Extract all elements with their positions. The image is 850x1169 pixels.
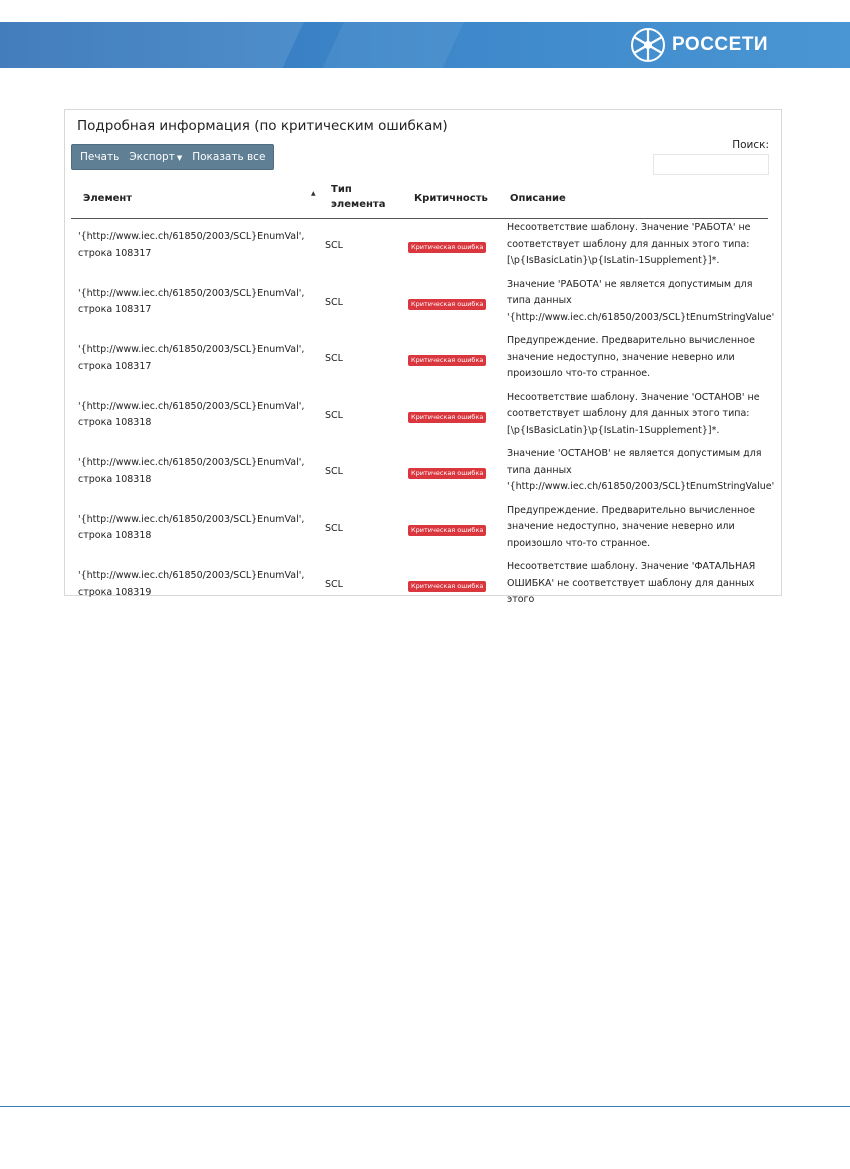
column-header-element[interactable]: Элемент <box>83 193 133 204</box>
search-label: Поиск: <box>732 139 769 151</box>
cell-criticality <box>408 296 486 313</box>
cell-criticality <box>408 409 486 426</box>
cell-criticality <box>408 465 486 482</box>
cell-element: '{http://www.iec.ch/61850/2003/SCL}EnumVal', строка 108317 <box>78 231 305 259</box>
table-body <box>71 218 775 614</box>
cell-element: '{http://www.iec.ch/61850/2003/SCL}EnumVal', строка 108318 <box>78 400 305 428</box>
cell-type: SCL <box>325 409 343 421</box>
export-button[interactable] <box>124 151 187 163</box>
cell-description: Несоответствие шаблону. Значение 'РАБОТА' не соответствует шаблону для данных этого типа: [\p{IsBasicLatin}\p{IsLatin-1Supplement}]*. <box>507 222 751 266</box>
column-header-criticality[interactable]: Критичность <box>414 193 488 204</box>
cell-description: Несоответствие шаблону. Значение 'ФАТАЛЬНАЯ ОШИБКА' не соответствует шаблону для данных этого <box>507 561 756 605</box>
criticality-badge: Критическая ошибка <box>408 242 486 253</box>
cell-description: Значение 'РАБОТА' не является допустимым для типа данных '{http://www.iec.ch/61850/2003/SCL}tEnumStringValue' <box>507 278 775 323</box>
cell-criticality <box>408 239 486 256</box>
search-input[interactable] <box>653 154 769 175</box>
report-panel <box>64 109 782 605</box>
table-row[interactable] <box>71 557 768 614</box>
cell-criticality <box>408 578 486 595</box>
criticality-badge: Критическая ошибка <box>408 468 486 479</box>
criticality-badge: Критическая ошибка <box>408 581 486 592</box>
cell-type: SCL <box>325 240 343 251</box>
table-row[interactable] <box>71 331 768 388</box>
table-row[interactable] <box>71 388 768 445</box>
header-banner <box>0 22 850 68</box>
chevron-down-icon: ▼ <box>176 154 183 162</box>
table-header <box>71 180 768 219</box>
cell-description: Предупреждение. Предварительно вычисленное значение недоступно, значение неверно или произошло что-то странное. <box>507 504 755 549</box>
criticality-badge: Критическая ошибка <box>408 355 486 366</box>
sort-ascending-icon[interactable]: ▲ <box>311 190 316 197</box>
cell-element: '{http://www.iec.ch/61850/2003/SCL}EnumVal', строка 108317 <box>78 287 305 315</box>
cell-element: '{http://www.iec.ch/61850/2003/SCL}EnumVal', строка 108318 <box>78 513 305 541</box>
table-row[interactable] <box>71 501 768 558</box>
cell-element: '{http://www.iec.ch/61850/2003/SCL}EnumVal', строка 108318 <box>78 457 305 485</box>
print-button[interactable]: Печать <box>80 151 120 163</box>
company-logo <box>630 27 768 63</box>
column-header-type[interactable]: Тип элемента <box>331 184 386 210</box>
criticality-badge: Критическая ошибка <box>408 525 486 536</box>
cell-description: Значение 'ОСТАНОВ' не является допустимым для типа данных '{http://www.iec.ch/61850/2003/SCL}tEnumStringValue' <box>507 448 775 492</box>
table-row[interactable] <box>71 444 775 501</box>
banner-decoration <box>307 2 474 102</box>
table-toolbar <box>71 144 274 170</box>
logo-text: РОССЕТИ <box>672 34 769 55</box>
cell-criticality <box>408 522 486 539</box>
table-row[interactable] <box>71 218 768 275</box>
cell-element: '{http://www.iec.ch/61850/2003/SCL}EnumVal', строка 108319 <box>78 570 305 598</box>
cell-type: SCL <box>325 353 343 364</box>
cell-element: '{http://www.iec.ch/61850/2003/SCL}EnumVal', строка 108317 <box>78 344 305 372</box>
column-header-description[interactable]: Описание <box>510 193 566 204</box>
panel-title: Подробная информация (по критическим ошибкам) <box>77 118 448 134</box>
export-label: Экспорт <box>129 151 175 163</box>
criticality-badge: Критическая ошибка <box>408 299 486 310</box>
footer-divider <box>0 1106 850 1107</box>
cell-type: SCL <box>325 579 343 590</box>
cell-criticality <box>408 352 486 369</box>
cell-description: Несоответствие шаблону. Значение 'ОСТАНОВ' не соответствует шаблону для данных этого типа: [\p{IsBasicLatin}\p{IsLatin-1Supplement}]*. <box>507 391 760 436</box>
cell-description: Предупреждение. Предварительно вычисленное значение недоступно, значение неверно или произошло что-то странное. <box>507 335 755 379</box>
criticality-badge: Критическая ошибка <box>408 412 486 423</box>
cell-type: SCL <box>325 466 343 477</box>
banner-decoration <box>0 2 313 102</box>
logo-icon <box>630 27 666 63</box>
table-row[interactable] <box>71 275 775 332</box>
cell-type: SCL <box>325 296 343 308</box>
cell-type: SCL <box>325 522 343 534</box>
show-all-button[interactable]: Показать все <box>192 151 266 163</box>
